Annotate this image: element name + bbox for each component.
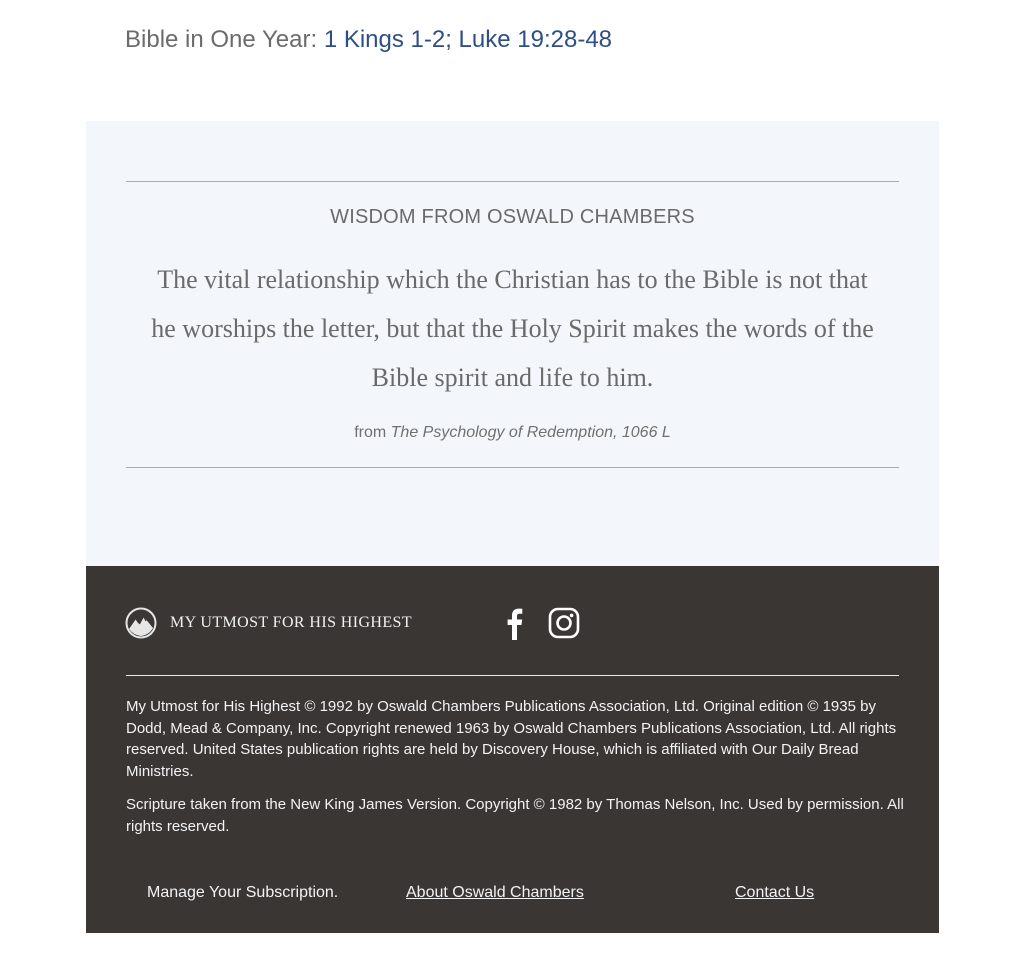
contact-us-link[interactable]: Contact Us (735, 884, 815, 901)
footer-divider (126, 675, 899, 676)
brand[interactable] (125, 606, 412, 640)
wisdom-panel (86, 121, 939, 566)
instagram-icon[interactable] (547, 606, 581, 640)
wisdom-heading: WISDOM FROM OSWALD CHAMBERS (330, 206, 695, 228)
wisdom-source (86, 424, 939, 442)
wisdom-divider-bottom (126, 467, 899, 468)
bible-in-one-year (125, 26, 612, 54)
manage-subscription-link[interactable]: Manage Your Subscription. (147, 884, 339, 901)
bible-in-one-year-label: Bible in One Year: (125, 26, 324, 53)
wisdom-divider-top (126, 181, 899, 182)
facebook-icon[interactable] (498, 606, 532, 640)
wisdom-source-prefix: from (354, 424, 391, 441)
about-oswald-chambers-link[interactable]: About Oswald Chambers (406, 884, 584, 901)
scripture-notice: Scripture taken from the New King James Version. Copyright © 1982 by Thomas Nelson, Inc. Used by permission. All rights reserved. (126, 796, 904, 835)
copyright-notice: My Utmost for His Highest © 1992 by Oswald Chambers Publications Association, Ltd. Original edition © 1935 by Dodd, Mead & Company, Inc. Copyright renewed 1963 by Oswald Chambers Publications Association, Ltd. All rights reserved. United States publication rights are held by Discovery House, which is affiliated with Our Daily Bread Ministries. (126, 698, 897, 780)
bible-reading-link[interactable]: 1 Kings 1-2; Luke 19:28-48 (323, 26, 613, 53)
wisdom-quote: The vital relationship which the Christian has to the Bible is not that he worships the letter, but that the Holy Spirit makes the words of the Bible spirit and life to him. (151, 265, 874, 392)
wisdom-source-title: The Psychology of Redemption, 1066 L (390, 424, 671, 441)
brand-name: MY UTMOST FOR HIS HIGHEST (170, 614, 413, 631)
mountain-globe-icon (125, 607, 157, 639)
footer (86, 566, 939, 933)
